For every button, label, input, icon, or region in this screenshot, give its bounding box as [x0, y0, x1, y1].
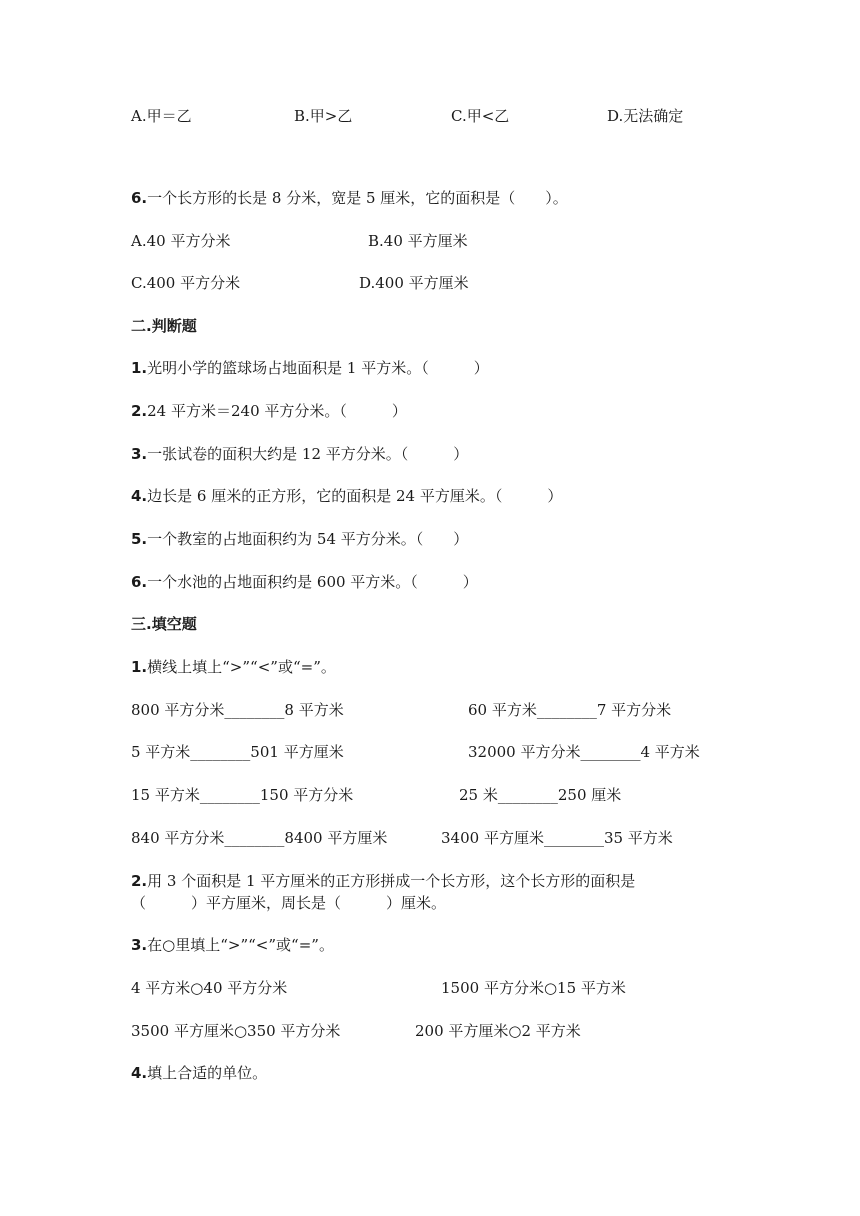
judgment-item [131, 486, 562, 506]
compare-item: 5 平方米________501 平方厘米 [131, 743, 344, 761]
question-text-continued: （ ）平方厘米，周长是（ ）厘米。 [131, 894, 447, 912]
item-text: 一张试卷的面积大约是 12 平方分米。（ ） [147, 445, 469, 463]
item-text: 一个水池的占地面积约是 600 平方米。（ ） [147, 573, 478, 591]
question-number: 6. [131, 189, 148, 207]
compare-item: 15 平方米________150 平方分米 [131, 786, 354, 804]
compare-item: 32000 平方分米________4 平方米 [468, 743, 700, 761]
compare-item: 200 平方厘米○2 平方米 [415, 1022, 581, 1040]
question-text: 在○里填上“>”“<”或“=”。 [147, 936, 334, 954]
fill-question-1 [131, 657, 336, 677]
option-c: C.甲<乙 [451, 107, 510, 125]
fill-question-2 [131, 871, 635, 891]
option-a: A.40 平方分米 [131, 232, 231, 250]
question-text: 填上合适的单位。 [147, 1064, 268, 1082]
judgment-item [131, 572, 478, 592]
compare-item: 800 平方分米________8 平方米 [131, 701, 344, 719]
question-number: 3. [131, 936, 148, 954]
option-a: A.甲＝乙 [131, 107, 192, 125]
option-d: D.400 平方厘米 [359, 274, 469, 292]
question-number: 4. [131, 1064, 148, 1082]
section-title-fill: 三.填空题 [131, 615, 197, 633]
item-number: 6. [131, 573, 148, 591]
judgment-item [131, 358, 489, 378]
question-text: 用 3 个面积是 1 平方厘米的正方形拼成一个长方形，这个长方形的面积是 [147, 872, 636, 890]
compare-item: 3400 平方厘米________35 平方米 [441, 829, 673, 847]
item-text: 一个教室的占地面积约为 54 平方分米。（ ） [147, 530, 469, 548]
fill-question-3 [131, 935, 334, 955]
item-text: 边长是 6 厘米的正方形，它的面积是 24 平方厘米。（ ） [147, 487, 563, 505]
compare-item: 4 平方米○40 平方分米 [131, 979, 288, 997]
compare-item: 60 平方米________7 平方分米 [468, 701, 672, 719]
question-number: 1. [131, 658, 148, 676]
option-b: B.甲>乙 [294, 107, 353, 125]
item-number: 2. [131, 402, 148, 420]
compare-item: 25 米________250 厘米 [459, 786, 622, 804]
judgment-item [131, 444, 468, 464]
item-text: 光明小学的篮球场占地面积是 1 平方米。（ ） [147, 359, 489, 377]
compare-item: 3500 平方厘米○350 平方分米 [131, 1022, 341, 1040]
item-number: 1. [131, 359, 148, 377]
option-b: B.40 平方厘米 [368, 232, 468, 250]
compare-item: 1500 平方分米○15 平方米 [441, 979, 626, 997]
option-d: D.无法确定 [607, 107, 684, 125]
judgment-item [131, 401, 407, 421]
item-number: 4. [131, 487, 148, 505]
question-text: 横线上填上“>”“<”或“=”。 [147, 658, 336, 676]
judgment-item [131, 529, 468, 549]
question-text: 一个长方形的长是 8 分米，宽是 5 厘米，它的面积是（ ）。 [147, 189, 568, 207]
fill-question-4 [131, 1063, 267, 1083]
item-number: 3. [131, 445, 148, 463]
compare-item: 840 平方分米________8400 平方厘米 [131, 829, 388, 847]
section-title-judgment: 二.判断题 [131, 317, 197, 335]
question-number: 2. [131, 872, 148, 890]
item-text: 24 平方米＝240 平方分米。（ ） [147, 402, 407, 420]
item-number: 5. [131, 530, 148, 548]
option-c: C.400 平方分米 [131, 274, 241, 292]
question-6 [131, 188, 568, 208]
